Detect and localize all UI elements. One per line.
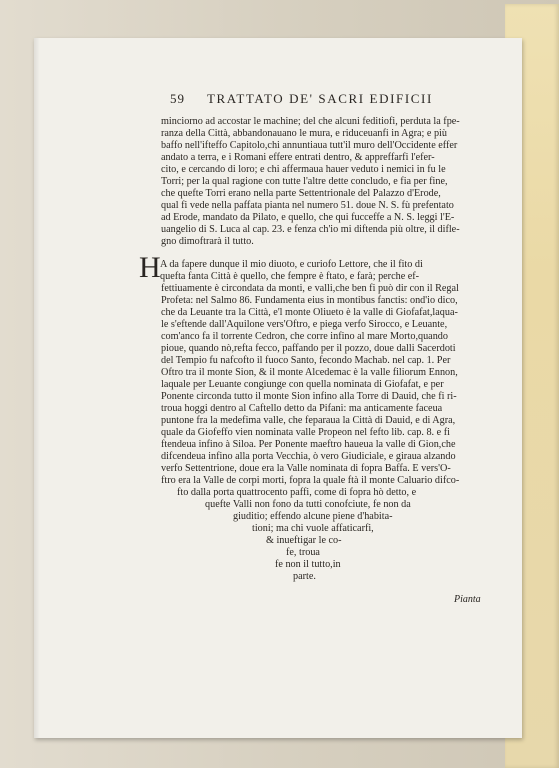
text-line: fe, troua [286, 547, 320, 558]
text-line: fe non il tutto,in [275, 559, 341, 570]
text-line: cito, e cercando di loro; e chi affermaua hauer veduto i nemici in fu le [161, 164, 446, 175]
book-page [34, 38, 522, 738]
text-line: A da fapere dunque il mio diuoto, e curiofo Lettore, che il fito di [160, 259, 423, 270]
text-line: ftendeua infino à Siloa. Per Ponente maeftro haueua la valle di Gion,che [161, 439, 456, 450]
running-title: TRATTATO DE' SACRI EDIFICII [207, 91, 433, 106]
text-line: Oftro tra il monte Sion, & il monte Alcedemac è la valle filiorum Ennon, [161, 367, 458, 378]
text-line: laquale per Leuante congiunge con quella nominata di Giofafat, e per [161, 379, 444, 390]
text-line: le s'eftende dall'Aquilone vers'Oftro, e piega verfo Sirocco, e Leuante, [161, 319, 448, 330]
text-line: fettiuamente è circondata da monti, e valli,che ben fi può dir con il Regal [161, 283, 459, 294]
text-line: & inueftigar le co- [266, 535, 342, 546]
text-line: Ponente circonda tutto il monte Sion infino alla Torre di Dauid, che fi ri- [161, 391, 457, 402]
text-line: baffo nell'ifteffo Capitolo,chi annuntiaua tutt'il muro dell'Occidente effer [161, 140, 458, 151]
page-edge-shadow [34, 38, 40, 738]
text-line: tioni; ma chi vuole affaticarfi, [252, 523, 374, 534]
text-line: qual fi vede nella paffata pianta nel numero 51. doue N. S. fù prefentato [161, 200, 454, 211]
text-line: puntone fra la medefima valle, che feparaua la Città di Dauid, e di Agra, [161, 415, 456, 426]
text-line: Profeta: nel Salmo 86. Fundamenta eius in montibus fanctis: ond'io dico, [161, 295, 458, 306]
page-number: 59 [170, 91, 185, 106]
text-line: andato a terra, e i Romani effere entrati dentro, & appreffarfi l'efer- [161, 152, 435, 163]
text-line: fto dalla porta quattrocento paffi, come di fopra hò detto, e [177, 487, 417, 498]
text-line: quale da Giofeffo vien nominata valle Propeon nel fefto lib. cap. 8. e fi [161, 427, 450, 438]
text-line: uangelio di S. Luca al cap. 23. e fenza ch'io mi diftenda più oltre, il difle- [161, 224, 460, 235]
text-line: Torri; per la qual ragione con tutte l'altre dette concludo, e fia per fine, [161, 176, 448, 187]
text-line: parte. [293, 571, 316, 582]
text-line: giuditio; effendo alcune piene d'habita- [233, 511, 393, 522]
text-line: gno dimoftrarà il tutto. [161, 236, 254, 247]
text-line: verfo Settentrione, doue era la Valle nominata di fopra Baffa. E vers'O- [161, 463, 451, 474]
text-line: che quefte Torri erano nella parte Settentrionale del Palazzo d'Erode, [161, 188, 441, 199]
text-line: difcendeua infino alla porta Vecchia, ò vero Giudiciale, e giraua alzando [161, 451, 456, 462]
text-line: che da Leuante tra la Città, e'l monte Oliueto è la valle di Giofafat,laqua- [161, 307, 458, 318]
text-line: ranza della Città, abbandonauano le mura, e riduceuanfi in Agra; e più [161, 128, 447, 139]
text-line: quefte Valli non fono da tutti conofciute, fe non da [205, 499, 411, 510]
text-line: ad Erode, mandato da Pilato, e quello, che qui fucceffe a N. S. leggi l'E- [161, 212, 455, 223]
text-line: del Tempio fu nafcofto il fuoco Santo, fecondo Machab. nel cap. 1. Per [161, 355, 451, 366]
catchword: Pianta [454, 594, 481, 605]
text-line: com'anco fa il torrente Cedron, che corre infino al mare Morto,quando [161, 331, 448, 342]
drop-initial: H [139, 251, 161, 284]
text-line: ftro era la Valle de corpi morti, fopra la quale ftà il monte Caluario difco- [161, 475, 460, 486]
page-header [34, 91, 522, 111]
text-line: troua hoggi dentro al Caftello detto da Pifani: ma anticamente faceua [161, 403, 443, 414]
text-line: minciorno ad accostar le machine; del che alcuni feditiofi, perduta la fpe- [161, 116, 460, 127]
text-line: quefta fanta Città è quello, che fempre è ftato, e farà; perche ef- [160, 271, 420, 282]
text-line: pioue, quando nò,refta fecco, paffando per il pozzo, doue dalli Sacerdoti [161, 343, 456, 354]
